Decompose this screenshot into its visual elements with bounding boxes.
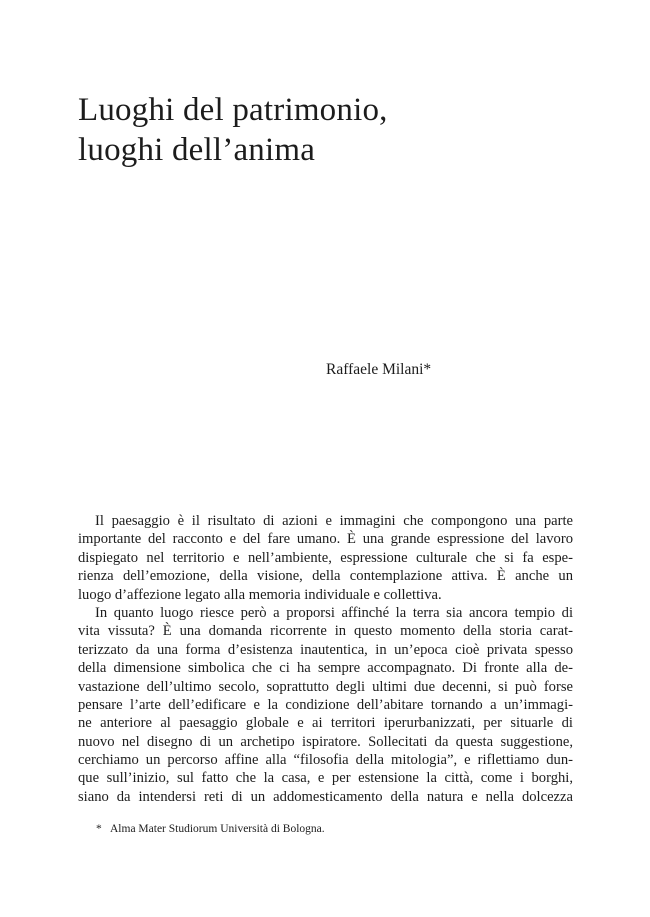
text-line: dispiegato nel territorio e nell’ambiente, espressione culturale che si fa espe- (78, 549, 573, 566)
text-line: siano da intendersi reti di un addomesticamento della natura e nella dolcezza (78, 788, 573, 805)
article-title (78, 90, 388, 170)
text-line: vita vissuta? È una domanda ricorrente in questo momento della storia carat- (78, 623, 573, 640)
title-line-1: Luoghi del patrimonio, (78, 92, 388, 128)
text-line: nuovo nel disegno di un archetipo ispiratore. Sollecitati da questa suggestione, (78, 733, 573, 750)
text-line: della dimensione simbolica che ci ha sempre accompagnato. Di fronte alla de- (78, 660, 573, 677)
text-line: cerchiamo un percorso affine alla “filosofia della mitologia”, e riflettiamo dun- (78, 752, 573, 769)
text-line: In quanto luogo riesce però a proporsi affinché la terra sia ancora tempio di (95, 604, 573, 621)
footnote (96, 822, 325, 837)
text-line: Il paesaggio è il risultato di azioni e immagini che compongono una parte (95, 513, 573, 529)
text-line: rienza dell’emozione, della visione, della contemplazione attiva. È anche un (78, 568, 573, 585)
text-line: importante del racconto e del fare umano. È una grande espressione del lavoro (78, 531, 573, 548)
title-line-2: luoghi dell’anima (78, 132, 316, 168)
body-text (78, 512, 573, 806)
paragraph (78, 604, 573, 806)
text-line: que sull’inizio, sul fatto che la casa, e per estensione la città, come i borghi, (78, 770, 573, 787)
text-line: vastazione dell’ultimo secolo, soprattutto degli ultimi due decenni, si può forse (78, 678, 573, 695)
footnote-text: Alma Mater Studiorum Università di Bologna. (110, 823, 325, 835)
text-line: luogo d’affezione legato alla memoria individuale e collettiva. (78, 586, 442, 603)
footnote-mark: * (96, 823, 102, 835)
paragraph (78, 512, 573, 604)
text-line: terizzato da una forma d’esistenza inautentica, in un’epoca cioè privata spesso (78, 641, 573, 658)
text-line: ne anteriore al paesaggio globale e ai territori iperurbanizzati, per situarle di (78, 715, 573, 732)
author-name: Raffaele Milani* (326, 361, 432, 378)
text-line: pensare l’arte dell’edificare e la condizione dell’abitare tornando a un’immagi- (78, 696, 573, 713)
